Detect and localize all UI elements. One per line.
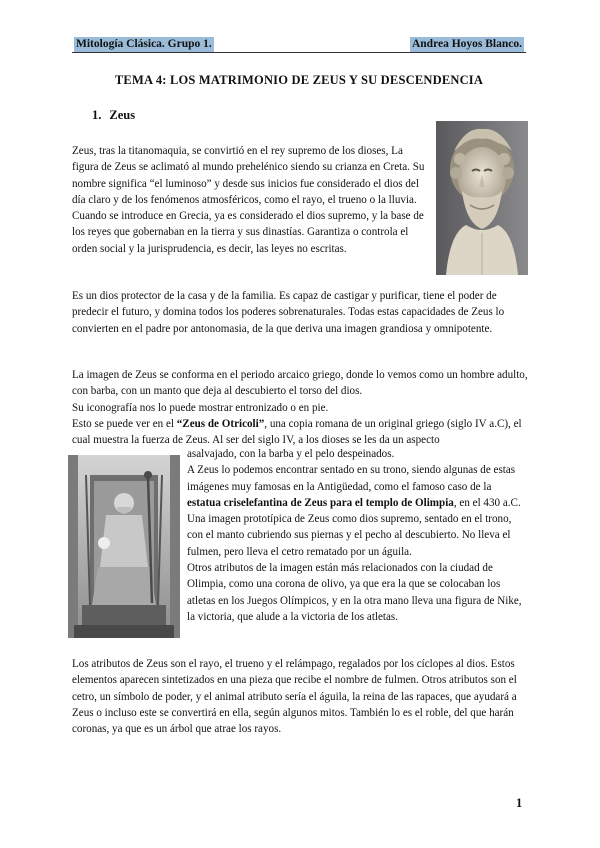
paragraph-origin: Zeus, tras la titanomaquia, se convirtió en el rey supremo de los dioses, La figura de Zeus se aclimató al mundo prehelénico siendo su crianza en Creta. Su nombre significa “el luminoso” y desde sus inicios fue considerado el dios del día claro y de los fenómenos atmosféricos, como el rayo, el trueno o la lluvia. [72, 145, 425, 206]
iconography-text [72, 367, 528, 416]
header-course: Mitología Clásica. Grupo 1. [76, 37, 212, 50]
document-title: TEMA 4: LOS MATRIMONIO DE ZEUS Y SU DESCENDENCIA [114, 73, 484, 87]
olympia-text-post: , en el 430 a.C. Una imagen prototípica de Zeus como dios supremo, sentado en el trono, con el manto cubriendo sus piernas y el pecho al descubierto. No lleva el fulmen, pero lleva el cetro rematado por un águila. [187, 496, 521, 558]
section-heading [92, 108, 135, 123]
paragraph-greece: Cuando se introduce en Grecia, ya es considerado el dios supremo, y la base de los reyes que gobernaban en la tierra y sus dinastías. Garantiza o controla el orden social y la jurisprudencia, es decir, las leyes no escritas. [72, 210, 424, 255]
intro-text [72, 143, 428, 257]
olympia-statue-title: estatua criselefantina de Zeus para el templo de Olimpia [187, 496, 454, 509]
olympia-text-pre: A Zeus lo podemos encontrar sentado en su trono, siendo algunas de estas imágenes muy famosas en la Antigüedad, como el famoso caso de la [187, 464, 516, 493]
paragraph-archaic-image: La imagen de Zeus se conforma en el periodo arcaico griego, donde lo vemos como un hombre adulto, con barba, con un manto que deja al descubierto el torso del dios. [72, 369, 528, 398]
page-header [72, 36, 526, 53]
paragraph-olympia-attributes: Otros atributos de la imagen están más relacionados con la ciudad de Olimpia, como una corona de olivo, ya que era la que se colocaban los atletas en los Juegos Olímpicos, y en la otra mano lleva una figura de Nike, la victoria, que alude a la victoria de los atletas. [187, 562, 522, 623]
paragraph-otricoli [72, 416, 528, 449]
paragraph-otricoli-continued: asalvajado, con la barba y el pelo despeinados. [187, 448, 395, 460]
zeus-olympia-statue-image [68, 455, 180, 638]
otricoli-text-post: , una copia romana de un original griego (siglo IV a.C), el cual muestra la fuerza de Zeus. Al ser del siglo IV, a los dioses se les da un aspecto [72, 418, 522, 447]
page-number: 1 [516, 796, 523, 810]
otricoli-title: “Zeus de Otricoli” [176, 418, 265, 430]
paragraph-olympia-statue [187, 462, 528, 560]
zeus-otricoli-bust-image [436, 121, 528, 275]
section-title: Zeus [109, 108, 136, 122]
paragraph-attributes: Los atributos de Zeus son el rayo, el trueno y el relámpago, regalados por los cíclopes al dios. Estos elementos aparecen sintetizados en una pieza que recibe el nombre de fulmen. Otros atributos son el cetro, un símbolo de poder, y el animal atributo sería el águila, la reina de las rapaces, que ayudará a Zeus o incluso este se convertirá en ella, según algunos mitos. También lo es el roble, del que harán coronas, ya que es un árbol que atrae los rayos. [72, 658, 517, 736]
paragraph-protector: Es un dios protector de la casa y de la familia. Es capaz de castigar y purificar, tiene el poder de predecir el futuro, y domina todos los poderes sobrenaturales. Todas estas capacidades de Zeus lo convierten en el padre por antonomasia, de la que deriva una imagen grandiosa y omnipotente. [72, 290, 505, 335]
olympia-text [187, 446, 528, 625]
paragraph-iconography: Su iconografía nos lo puede mostrar entronizado o en pie. [72, 401, 329, 414]
section-number: 1. [92, 108, 102, 122]
otricoli-text-pre: Esto se puede ver en el [72, 418, 177, 430]
header-author: Andrea Hoyos Blanco. [411, 37, 522, 50]
